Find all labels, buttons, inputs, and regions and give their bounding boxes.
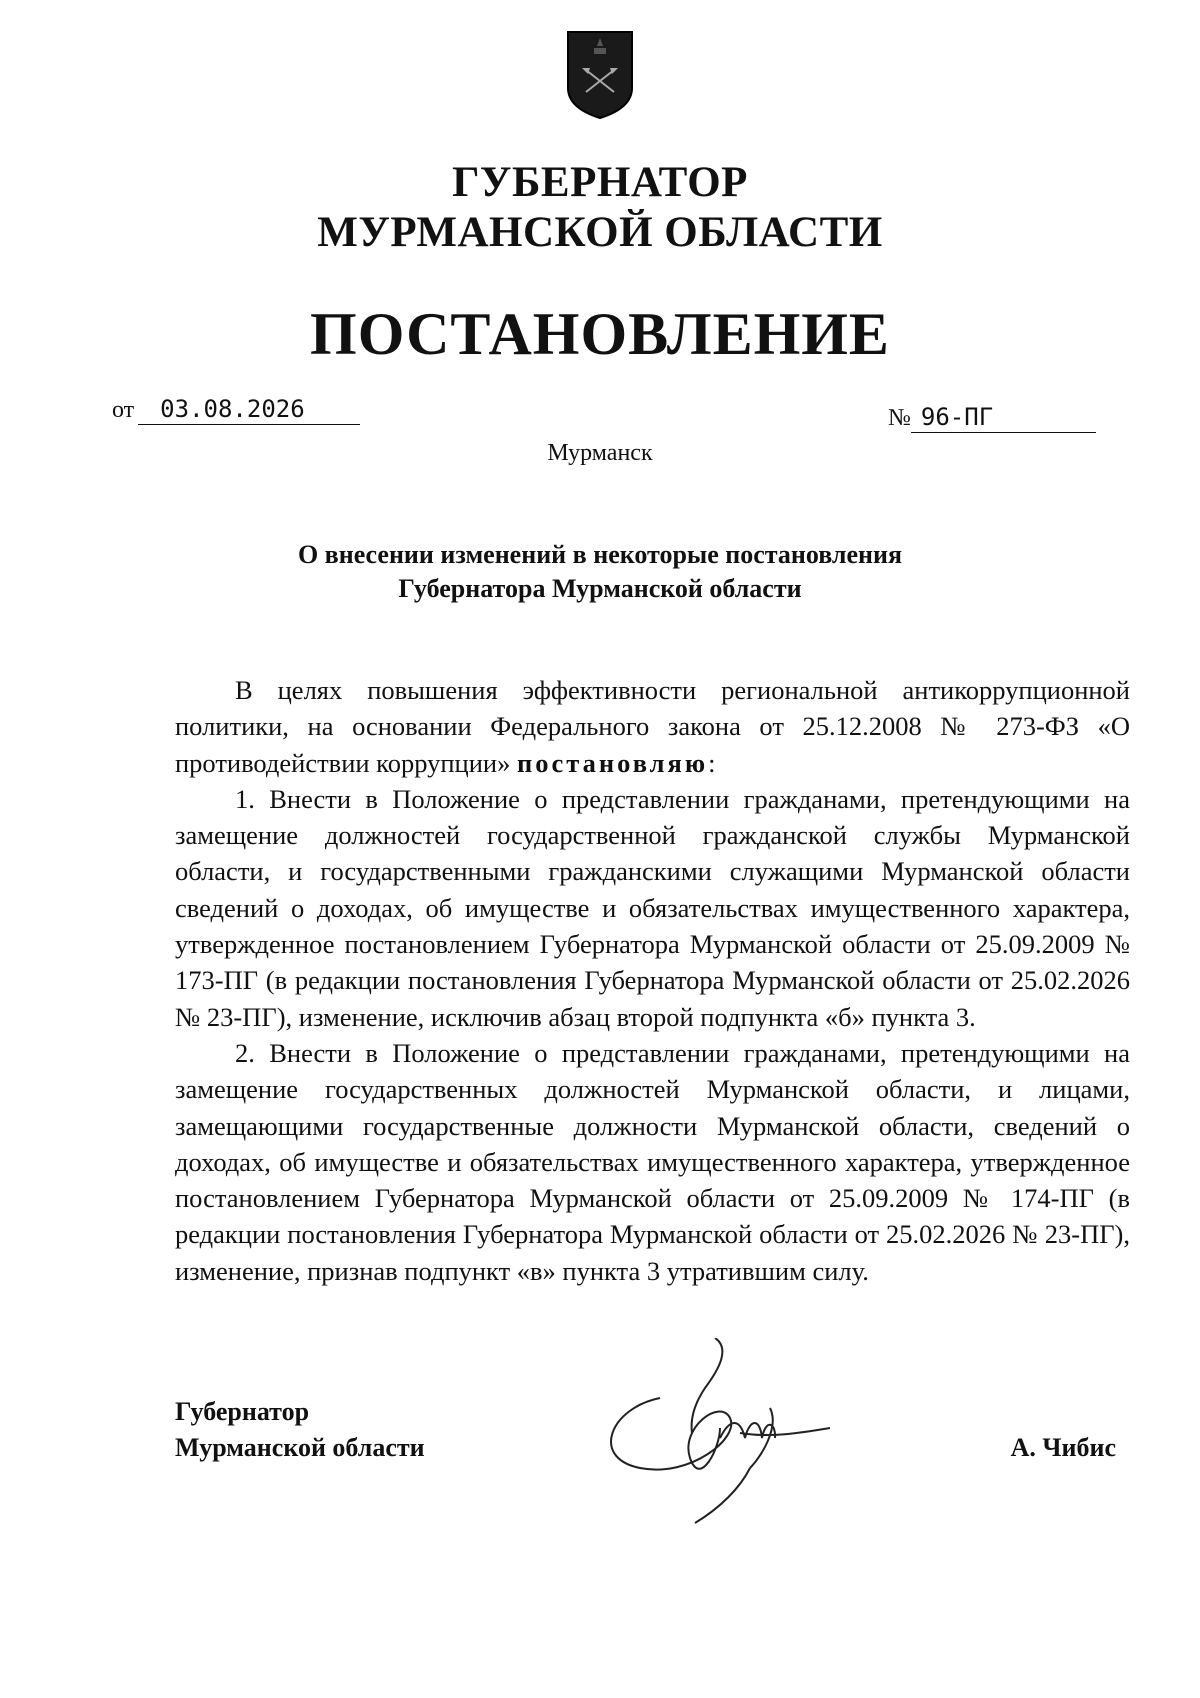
intro-text: В целях повышения эффективности региональной антикоррупционной политики, на основании Федерального закона от 25.12.2008 № 273-ФЗ «О противодействии коррупции» (175, 675, 1130, 778)
document-title (0, 538, 1200, 606)
number-prefix: № (888, 405, 911, 431)
signatory-position (175, 1394, 425, 1466)
date-value: 03.08.2026 (138, 396, 360, 425)
issuer-line-1: ГУБЕРНАТОР (452, 159, 748, 206)
city: Мурманск (547, 440, 653, 466)
issuer-line-2: МУРМАНСКОЙ ОБЛАСТИ (317, 209, 883, 256)
item-1-paragraph: 1. Внести в Положение о представлении гражданами, претендующими на замещение должностей государственной гражданской службы Мурманской области, и государственными гражданскими служащими Мурманской области сведений о доходах, об имуществе и обязательствах имущественного характера, утвержденное постановлением Губернатора Мурманской области от 25.09.2009 № 173-ПГ (в редакции постановления Губернатора Мурманской области от 25.02.2026 № 23-ПГ), изменение, исключив абзац второй подпункта «б» пункта 3. (175, 783, 1130, 1032)
signatory-position-line-1: Губернатор (175, 1397, 310, 1426)
handwritten-signature (600, 1338, 900, 1538)
coat-of-arms-emblem (562, 28, 638, 122)
decree-word: постановляю (516, 747, 709, 778)
item-2-paragraph: 2. Внести в Положение о представлении гражданами, претендующими на замещение государственных должностей Мурманской области, и лицами, замещающими государственные должности Мурманской области, сведений о доходах, об имуществе и обязательствах имущественного характера, утвержденное постановлением Губернатора Мурманской области от 25.09.2009 № 174-ПГ (в редакции постановления Губернатора Мурманской области от 25.02.2026 № 23-ПГ), изменение, признав подпункт «в» пункта 3 утратившим силу. (175, 1037, 1130, 1286)
intro-paragraph (175, 672, 1130, 781)
signatory-position-line-2: Мурманской области (175, 1433, 425, 1462)
document-body (175, 672, 1130, 1289)
number-field (888, 404, 1096, 433)
date-field (112, 396, 360, 425)
document-type: ПОСТАНОВЛЕНИЕ (310, 301, 890, 367)
title-line-2: Губернатора Мурманской области (398, 574, 802, 603)
decree-colon: : (708, 747, 716, 778)
number-value: 96-ПГ (911, 404, 1096, 433)
date-prefix: от (112, 397, 135, 423)
title-line-1: О внесении изменений в некоторые постановления (297, 540, 903, 569)
signatory-name: А. Чибис (1010, 1433, 1116, 1462)
